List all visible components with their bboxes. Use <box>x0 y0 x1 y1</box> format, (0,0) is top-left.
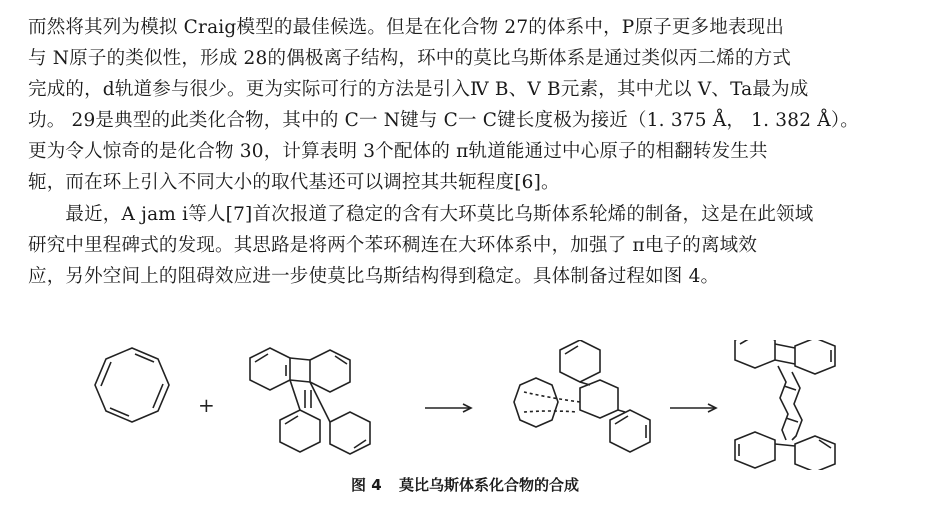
paragraph-line: 研究中里程碑式的发现。其思路是将两个苯环稠连在大环体系中，加强了 π电子的离域效 <box>28 235 758 256</box>
paragraph-line: 轭，而在环上引入不同大小的取代基还可以调控其共轭程度[6]。 <box>28 172 560 193</box>
reagent-structure <box>250 348 370 454</box>
paragraph-line: 应，另外空间上的阻碍效应进一步使莫比乌斯结构得到稳定。具体制备过程如图 4。 <box>28 266 720 287</box>
paragraph-line: 完成的，d轨道参与很少。更为实际可行的方法是引入Ⅳ B、Ⅴ B元素，其中尤以 V、Ta最为成 <box>28 79 809 100</box>
reaction-arrow <box>425 404 471 412</box>
figure-title: 莫比乌斯体系化合物的合成 <box>398 476 579 494</box>
reaction-scheme <box>80 340 880 470</box>
paragraph-line: 功。 29是典型的此类化合物，其中的 C一 N键与 C一 C键长度极为接近（1. 375 Å， 1. 382 Å）。 <box>28 110 859 131</box>
paragraph-line: 与 N原子的类似性，形成 28的偶极离子结构，环中的莫比乌斯体系是通过类似丙二烯的方式 <box>28 48 792 69</box>
paragraph-2 <box>28 199 906 292</box>
paragraph-line: 最近，A jam i等人[7]首次报道了稳定的含有大环莫比乌斯体系轮烯的制备，这是在此领域 <box>28 204 814 225</box>
figure-caption <box>0 474 930 495</box>
product-structure <box>735 340 835 470</box>
paragraph-line: 而然将其列为模拟 Craig模型的最佳候选。但是在化合物 27的体系中，P原子更多地表现出 <box>28 17 785 38</box>
paragraph-1 <box>28 12 906 198</box>
paragraph-line: 更为令人惊奇的是化合物 30，计算表明 3个配体的 π轨道能通过中心原子的相翻转发生共 <box>28 141 768 162</box>
reaction-arrow <box>670 404 716 412</box>
plus-sign: + <box>198 393 215 417</box>
cyclooctatetraene-structure <box>95 348 169 422</box>
intermediate-structure <box>514 340 650 452</box>
figure-number: 图 4 <box>351 476 382 494</box>
